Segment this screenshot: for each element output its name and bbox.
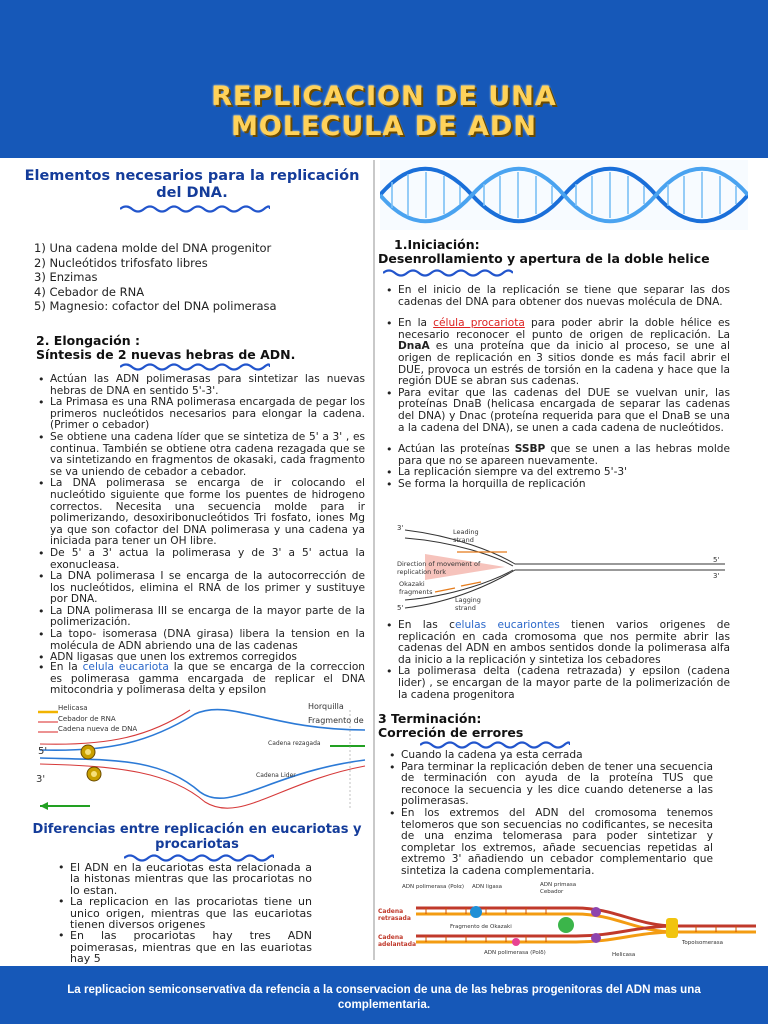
differences-list [57, 862, 312, 965]
five-prime-label: 5' [713, 556, 720, 564]
direction-label: Direction of movement of replication fork [397, 560, 481, 576]
elongation-heading [36, 334, 366, 362]
three-prime-label: 3' [397, 524, 404, 532]
pol-alpha-label: ADN polimerasa (Polα) [402, 884, 465, 890]
header-banner [0, 0, 768, 158]
text: que se unen a las hebras molde para que no se apareen nuevamente. [398, 443, 731, 467]
ligasa-label: ADN ligasa [472, 884, 503, 890]
column-divider [373, 160, 375, 960]
list-item: • Se obtiene una cadena líder que se sintetiza de 5' a 3' , es continua. También se obtiene otra cadena rezagada que se va sintetizando en fragmentos de okasaki, cada fragmento se va uniendo de cebador a cebador. [37, 432, 365, 478]
text: la que se encarga de la correccion es polimerasa gamma encargada de replicar el DNA mitocondria y polimerasa delta y epsilon [50, 662, 365, 697]
elongation-list [37, 374, 365, 664]
replication-fork-figure [30, 702, 370, 818]
list-item: 5) Magnesio: cofactor del DNA polimerasa [34, 299, 277, 314]
list-item: • Para evitar que las cadenas del DUE se vuelvan unir, las proteínas DnaB (helicasa encargada de separar las cadenas del DNA) y Dnac (proteína requerida para que el DnaB se una a la cadena del DNA), se unen a cada cadena de nucleótidos. [385, 388, 730, 434]
rezagada-label: Cadena rezagada [268, 740, 321, 747]
ssbp-text: SSBP [514, 443, 546, 456]
five-prime-label: 5' [38, 746, 48, 757]
adelantada-label: Cadena adelantada [378, 934, 417, 948]
list-item: • ADN ligasas que unen los extremos corregidos [37, 652, 365, 664]
list-item: • De 5' a 3' actua la polimerasa y de 3' a 5' actua la exonucleasa. [37, 548, 365, 571]
three-prime-label: 3' [713, 572, 720, 580]
eukaryote-link-text: elulas eucariontes [455, 619, 560, 631]
lider-label: Cadena Lider [256, 772, 296, 779]
list-item: • La topo- isomerasa (DNA girasa) libera la tension en la molécula de ADN abriendo una de las cadenas [37, 629, 365, 652]
text: Actúan las proteínas [398, 443, 515, 456]
termination-heading [378, 712, 738, 740]
page-title [0, 82, 768, 142]
list-item: • Se forma la horquilla de replicación [385, 479, 730, 491]
list-item: 1) Una cadena molde del DNA progenitor [34, 241, 272, 255]
list-item: • La DNA polimerasa III se encarga de la mayor parte de la polimerización. [37, 606, 365, 629]
initiation-title: 1.Iniciación: [394, 237, 480, 252]
prokaryote-link-text: célula procariota [433, 317, 525, 330]
dnaa-text: DnaA [398, 340, 430, 353]
list-item: • Actúan las ADN polimerasas para sintetizar las nuevas hebras de DNA en sentido 5'-3'. [37, 374, 365, 397]
three-prime-label: 3' [36, 774, 46, 785]
text: es una proteína que da inicio al proceso, se une al origen de replicación en 3 sitios donde es más facil abrir el DUE, provoca un estrés de torsión en la cadena y hace que la región DUE se abran sus cadenas. [398, 340, 730, 388]
eukaryote-correction-list [37, 662, 365, 702]
replication-machinery-figure [376, 882, 761, 962]
list-item [385, 620, 730, 666]
text: para poder abrir la doble hélice es necesario reconocer el punto de origen de replicación. La [398, 317, 731, 341]
list-item: 4) Cebador de RNA [34, 284, 145, 299]
list-item: • La DNA polimerasa se encarga de ir colocando el nucleótido siguiente que forme los puentes de hidrogeno correctos. Necesita una secuencia molde para ir polimerizando, desoxiribonucleótidos Tri fosfato, iones Mg ya que son cofactor del DNA polimerasa y una cadena ya iniciada para tener un OH libre. [37, 478, 365, 548]
initiation-heading [378, 238, 753, 266]
termination-subtitle: Correción de errores [378, 725, 524, 740]
topoisomerasa-label: Topoisomerasa [682, 940, 724, 946]
dna-helix-image [380, 160, 748, 230]
cebador-label: Cebador de RNA [58, 715, 116, 723]
termination-list [388, 750, 713, 878]
replication-fork-diagram-en [395, 522, 725, 614]
list-item: • En el inicio de la replicación se tiene que separar las dos cadenas del DNA para obtener dos nuevas molécula de DNA. [385, 285, 730, 308]
eukaryote-link-text: celula eucariota [82, 662, 169, 673]
list-item: • La DNA polimerasa I se encarga de la autocorrección de los nucleótidos, elimina el RNA de los primer y sustituye por DNA. [37, 571, 365, 606]
list-item: 3) Enzimas [34, 270, 98, 285]
okazaki-label: Okazaki fragments [399, 580, 433, 596]
dna-helix-icon [380, 160, 748, 230]
wave-divider [120, 204, 270, 214]
helicasa-label: Helicasa [612, 952, 636, 958]
eukaryote-list [385, 620, 730, 701]
initiation-list [385, 285, 730, 491]
list-item: • La replicacion en las procariotas tiene un unico origen, mientras que las eucariotas tienen diversos origenes [57, 896, 312, 930]
elements-title: Elementos necesarios para la replicación del DNA. [24, 168, 360, 201]
footer-text: La replicacion semiconservativa da refencia a la conservacion de una de las hebras progenitoras del ADN mas una complementaria. [67, 983, 701, 1011]
text: En la [50, 662, 83, 673]
title-line-2: MOLECULA DE ADN [231, 111, 537, 142]
wave-divider [120, 362, 270, 372]
elongation-title: 2. Elongación : [36, 333, 141, 348]
fragmento-label: Fragmento de [308, 716, 364, 725]
list-item: • Cuando la cadena ya esta cerrada [388, 750, 713, 762]
list-item: • El ADN en la eucariotas esta relacionada a la histonas mientras que las procariotas no lo estan. [57, 862, 312, 896]
okazaki-label: Fragmento de Okazaki [450, 924, 512, 930]
helicasa-label: Helicasa [58, 704, 88, 712]
primasa-label: ADN primasa [540, 882, 577, 888]
text: En las c [398, 619, 455, 631]
replication-diagram [376, 882, 761, 962]
retrasada-label: Cadena retrasada [378, 908, 411, 922]
differences-title: Diferencias entre replicación en eucariotas y procariotas [32, 822, 362, 852]
list-item: • En las procariotas hay tres ADN poimerasas, mientras que en las euariotas hay 5 [57, 930, 312, 964]
leading-strand-label: Leading strand [453, 528, 479, 544]
list-item: • En los extremos del ADN del cromosoma tenemos telomeros que son secuencias no codificantes, se necesita de una enzima telomerasa para poder sintetizar y completar los extremos, añade secuencias repetidas al extremo 3' añadiendo un cebador complementario que sintetiza la cadena complementaria. [388, 808, 713, 878]
wave-divider [383, 268, 513, 278]
lagging-strand-label: Lagging strand [455, 596, 481, 612]
cebador-label: Cebador [540, 889, 564, 895]
list-item: • La polimerasa delta (cadena retrazada) y epsilon (cadena lider) , se encargan de la mayor parte de la polimerización de la cadena progenitora [385, 666, 730, 701]
list-item [37, 662, 365, 697]
list-item [385, 444, 730, 467]
list-item: • La replicación siempre va del extremo 5'-3' [385, 467, 730, 479]
list-item: • Para terminar la replicación deben de tener una secuencia de terminación con ayuda de la proteína TUS que reconoce la secuencia y les dice cuando detenerse a las polimerasas. [388, 762, 713, 808]
title-line-1: REPLICACION DE UNA [211, 81, 557, 112]
footer-banner [0, 966, 768, 1024]
pol-delta-label: ADN polimerasa (Polδ) [484, 950, 546, 956]
list-item [385, 318, 730, 388]
text: En la [398, 317, 434, 330]
initiation-subtitle: Desenrollamiento y apertura de la doble helice [378, 251, 710, 266]
horquilla-label: Horquilla [308, 702, 344, 711]
termination-title: 3 Terminación: [378, 711, 482, 726]
cadena-nueva-label: Cadena nueva de DNA [58, 725, 138, 733]
requirements-list [34, 241, 364, 314]
five-prime-label: 5' [397, 604, 404, 612]
list-item: • La Primasa es una RNA polimerasa encargada de pegar los primeros nucleótidos necesarios para elongar la cadena. (Primer o cebador) [37, 397, 365, 432]
list-item: 2) Nucleótidos trifosfato libres [34, 255, 208, 270]
text: tienen varios origenes de replicación en cada cromosoma que nos permite abrir las cadenas del ADN en ambos sentidos donde la polimerasa alfa da inicio a la replicación y sintetiza los cebadores [398, 619, 731, 666]
elongation-subtitle: Síntesis de 2 nuevas hebras de ADN. [36, 347, 296, 362]
